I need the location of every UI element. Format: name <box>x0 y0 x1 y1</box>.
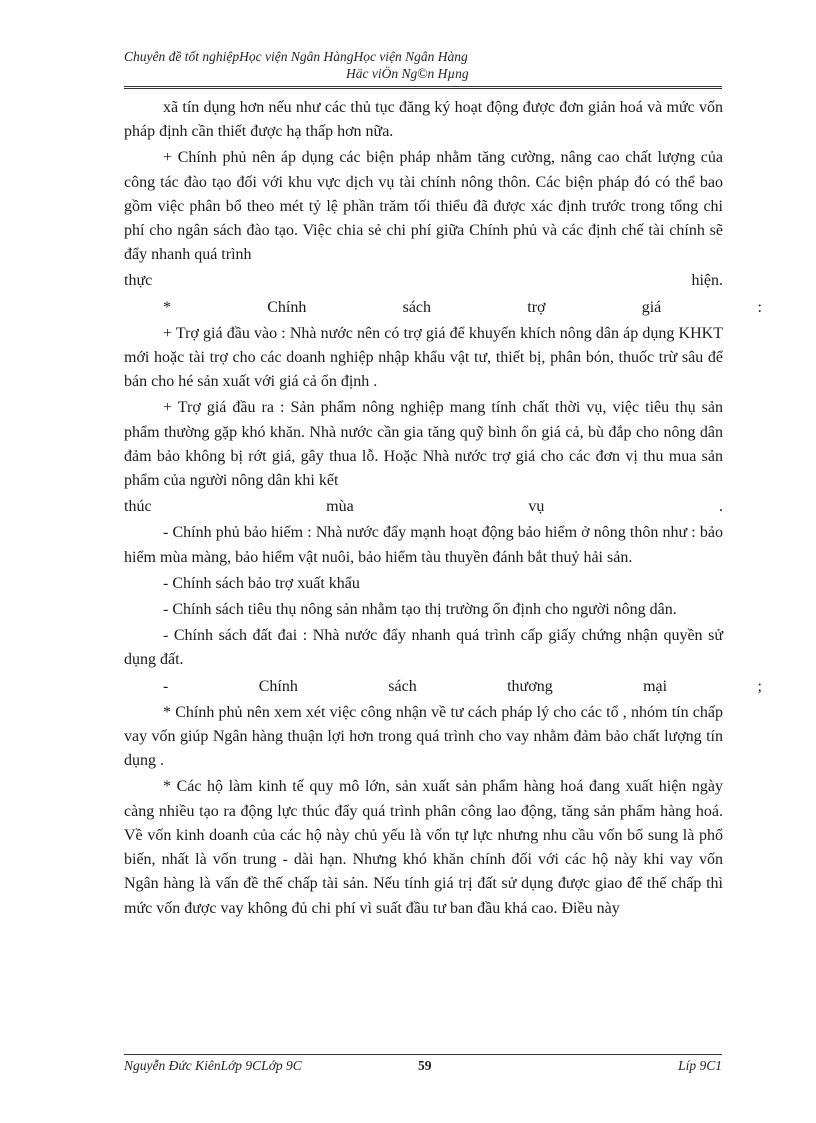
spread-word: mùa <box>326 498 354 516</box>
page-number: 59 <box>418 1058 432 1073</box>
header-rule <box>124 86 722 89</box>
spread-word: * <box>163 298 171 316</box>
body-paragraph: + Chính phủ nên áp dụng các biện pháp nhằm tăng cường, nâng cao chất lượng của công tác đào tạo đối với khu vực dịch vụ tài chính nông thôn. Các biện pháp đó có thể bao gồm việc phân bổ theo mét tỷ lệ phần trăm tối thiểu đã được xác định trước trong tổng chi phí cho ngân sách đào tạo. Việc chia sẻ chi phí giữa Chính phủ và các định chế tài chính sẽ đẩy nhanh quá trình <box>124 149 723 264</box>
spread-word: vụ <box>528 498 545 516</box>
spread-word: sách <box>388 677 417 695</box>
body-paragraph: - Chính sách tiêu thụ nông sản nhằm tạo thị trường ổn định cho người nông dân. <box>163 601 677 619</box>
footer-rule <box>124 1054 722 1055</box>
spread-word: - <box>163 677 169 695</box>
body-paragraph: xã tín dụng hơn nếu như các thủ tục đăng ký hoạt động được đơn giản hoá và mức vốn pháp định cần thiết được hạ thấp hơn nữa. <box>124 99 723 141</box>
spread-word: thực <box>124 272 153 290</box>
spread-line <box>124 269 723 293</box>
spread-word: sách <box>402 298 432 316</box>
footer-class: Líp 9C1 <box>678 1058 722 1073</box>
spread-word: thương <box>507 677 553 695</box>
header-line-2: Häc viÖn Ng©n Hµng <box>346 66 469 81</box>
page-footer <box>124 1058 722 1076</box>
footer-author: Nguyễn Đức KiênLớp 9CLớp 9C <box>124 1058 302 1073</box>
spread-word: Chính <box>258 677 298 695</box>
spread-line <box>124 675 762 699</box>
body-paragraph: + Trợ giá đầu vào : Nhà nước nên có trợ giá để khuyến khích nông dân áp dụng KHKT mới hoặc tài trợ cho các doanh nghiệp nhập khẩu vật tư, thiết bị, phân bón, thuốc trừ sâu để bán cho hé sản xuất với giá cả ổn định . <box>124 324 723 391</box>
document-body <box>124 96 762 923</box>
body-paragraph: - Chính sách bảo trợ xuất khẩu <box>163 574 360 592</box>
spread-word: mại <box>643 677 668 695</box>
body-paragraph: * Các hộ làm kinh tế quy mô lớn, sản xuất sản phẩm hàng hoá đang xuất hiện ngày càng nhiều tạo ra động lực thúc đẩy quá trình phân công lao động, tăng sản phẩm hàng hoá. Về vốn kinh doanh của các hộ này chủ yếu là vốn tự lực nhưng nhu cầu vốn bổ sung là phổ biến, nhất là vốn trung - dài hạn. Nhưng khó khăn chính đối với các hộ này khi vay vốn Ngân hàng là vấn đề thế chấp tài sản. Nếu tính giá trị đất sử dụng được giao để thế chấp thì mức vốn được vay không đủ chi phí vì suất đầu tư ban đầu khá cao. Điều này <box>124 778 723 917</box>
spread-word: trợ <box>527 298 546 316</box>
spread-line <box>124 296 762 320</box>
body-paragraph: - Chính phủ bảo hiểm : Nhà nước đẩy mạnh hoạt động bảo hiểm ở nông thôn như : bảo hiểm mùa màng, bảo hiểm vật nuôi, bảo hiểm tàu thuyền đánh bắt thuỷ hải sản. <box>124 524 723 566</box>
header-line-1: Chuyên đề tốt nghiệpHọc viện Ngân HàngHọc viện Ngân Hàng <box>124 49 468 64</box>
body-paragraph: + Trợ giá đầu ra : Sản phẩm nông nghiệp mang tính chất thời vụ, việc tiêu thụ sản phẩm thường gặp khó khăn. Nhà nước cần gia tăng quỹ bình ổn giá cả, bù đắp cho nông dân đảm bảo không bị rớt giá, gây thua lỗ. Hoặc Nhà nước trợ giá cho các đơn vị thu mua sản phẩm của người nông dân khi kết <box>124 399 723 490</box>
spread-word: thúc <box>124 498 152 516</box>
spread-word: hiện. <box>691 272 723 290</box>
body-paragraph: * Chính phủ nên xem xét việc công nhận về tư cách pháp lý cho các tổ , nhóm tín chấp vay vốn giúp Ngân hàng thuận lợi hơn trong quá trình cho vay nhằm đảm bảo chất lượng tín dụng . <box>124 703 723 770</box>
spread-word: giá <box>641 298 662 316</box>
spread-word: : <box>757 298 762 316</box>
page-header <box>124 48 724 82</box>
spread-line <box>124 495 723 519</box>
body-paragraph: - Chính sách đất đai : Nhà nước đẩy nhanh quá trình cấp giấy chứng nhận quyền sử dụng đất. <box>124 627 723 669</box>
spread-word: . <box>718 498 723 516</box>
spread-word: Chính <box>267 298 307 316</box>
spread-word: ; <box>757 677 762 695</box>
